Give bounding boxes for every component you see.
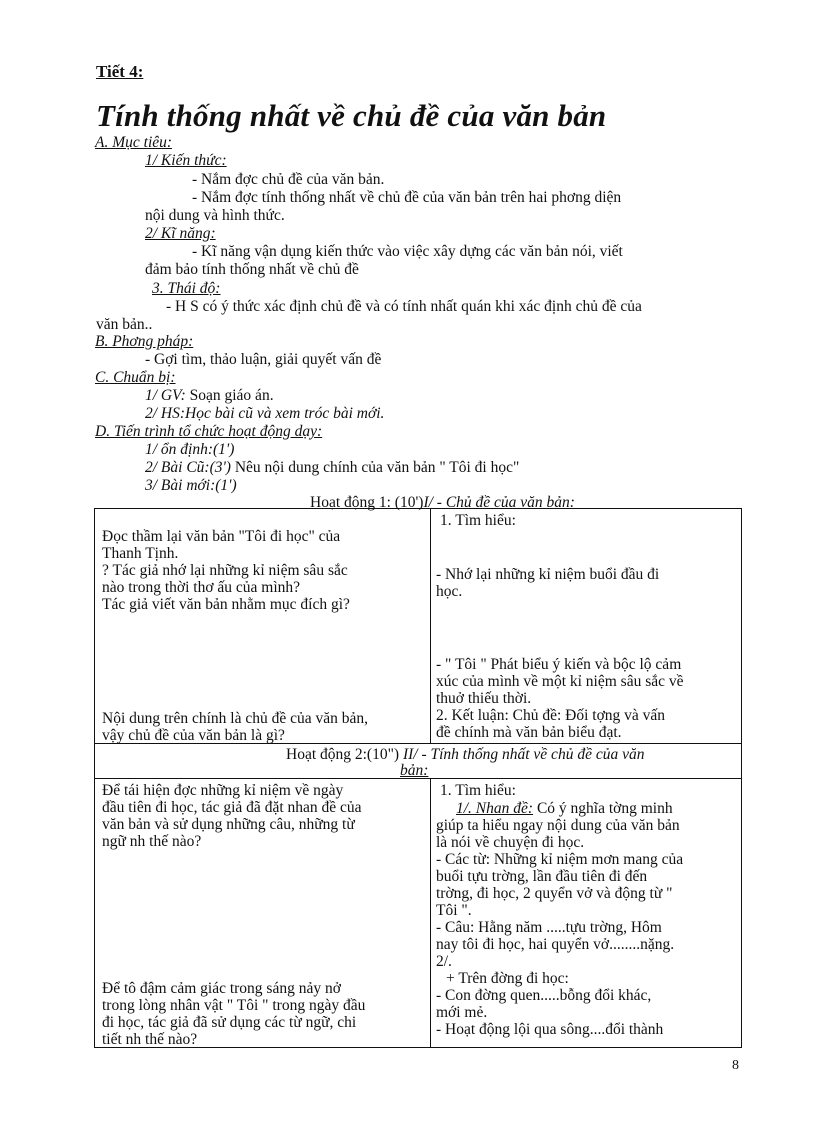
a2-right-line: + Trên đờng đi học: — [446, 970, 569, 987]
method-heading: B. Phơng pháp: — [95, 333, 194, 350]
a2-left-line: Để tái hiện đợc những kỉ niệm về ngày — [102, 782, 344, 799]
activity-1-question-2 — [102, 710, 368, 744]
step-2-label: 2/ Bài Cũ:(3') — [145, 459, 231, 476]
attitude-line-1b: văn bản.. — [96, 316, 153, 333]
page-number: 8 — [732, 1058, 739, 1073]
a2-right-line: mới mẻ. — [436, 1004, 488, 1021]
activity-1-answer-2 — [436, 656, 684, 741]
step-2-text: Nêu nội dung chính của văn bản " Tôi đi học" — [234, 459, 520, 476]
a2-right-line: nay tôi đi học, hai quyển vở........nặng. — [436, 936, 675, 953]
a1-left-line: nào trong thời thơ ấu của mình? — [102, 579, 301, 596]
title-sub-label: 1/. Nhan đề: — [456, 800, 534, 817]
knowledge-line-2: - Nắm đợc tính thống nhất về chủ đề của văn bản trên hai phơng diện — [192, 189, 622, 206]
knowledge-line-1: - Nắm đợc chủ đề của văn bản. — [192, 171, 385, 188]
activity-2-header-italic-2: bản: — [400, 762, 429, 779]
a2-right-line: - Câu: Hằng năm .....tựu trờng, Hôm — [436, 919, 662, 936]
method-text: - Gợi tìm, thảo luận, giải quyết vấn đề — [145, 351, 382, 368]
a2-right-line: - Con đờng quen.....bỗng đổi khác, — [436, 987, 652, 1004]
a1-right-line: 2. Kết luận: Chủ đề: Đối tợng và vấn — [436, 707, 666, 724]
a2-right-line: trờng, đi học, 2 quyển vở và động từ " — [436, 885, 673, 902]
a2-left-line: đầu tiên đi học, tác giả đã đặt nhan đề của — [102, 799, 362, 816]
a2-right-line: giúp ta hiểu ngay nội dung của văn bản — [436, 817, 680, 834]
procedure-step-3: 3/ Bài mới:(1') — [145, 477, 237, 494]
activity-1-header-italic: I/ - Chủ đề của văn bản: — [423, 494, 575, 511]
activity-1-answer-heading: 1. Tìm hiểu: — [440, 512, 516, 529]
a2-left-line: đi học, tác giả đã sử dụng các từ ngữ, chi — [102, 1014, 357, 1031]
a2-right-text: Có ý nghĩa tờng minh — [536, 800, 673, 817]
activity-2-header-plain: Hoạt động 2:(10") — [286, 746, 400, 763]
objectives-heading: A. Mục tiêu: — [95, 134, 173, 151]
a1-right-line: xúc của mình về một kỉ niệm sâu sắc về — [436, 673, 684, 690]
a1-left-line: ? Tác giả nhớ lại những kỉ niệm sâu sắc — [102, 562, 348, 579]
skills-line-1b: đảm bảo tính thống nhất về chủ đề — [145, 261, 359, 278]
a2-left-line: văn bản và sử dụng những câu, những từ — [102, 816, 355, 833]
skills-heading: 2/ Kĩ năng: — [145, 225, 216, 242]
a1-right-line: học. — [436, 583, 463, 600]
activity-2-header-italic: II/ - Tính thống nhất về chủ đề của văn — [402, 746, 645, 763]
teacher-label: 1/ GV: — [145, 387, 186, 404]
activity-1-answer-1 — [436, 566, 659, 600]
activity-2-question-1 — [102, 782, 362, 850]
attitude-heading: 3. Thái độ: — [152, 280, 221, 297]
activity-2-question-2 — [102, 980, 365, 1048]
a1-right-line: - " Tôi " Phát biểu ý kiến và bộc lộ cảm — [436, 656, 682, 673]
a2-right-line: Tôi ". — [436, 902, 472, 919]
knowledge-heading: 1/ Kiến thức: — [145, 152, 227, 169]
activity-1-header-plain: Hoạt động 1: (10') — [310, 494, 424, 511]
a2-left-line: ngữ nh thế nào? — [102, 833, 202, 850]
lesson-title: Tính thống nhất về chủ đề của văn bản — [96, 98, 607, 133]
activity-2-answers — [436, 800, 683, 1038]
lesson-period: Tiết 4: — [96, 62, 144, 81]
activity-1-question-1 — [102, 528, 350, 613]
a2-left-line: tiết nh thế nào? — [102, 1031, 198, 1048]
a1-left-line: Thanh Tịnh. — [102, 545, 179, 562]
a1-right-line: thuở thiếu thời. — [436, 690, 532, 707]
a2-right-line: 2/. — [436, 953, 452, 970]
teacher-preparation — [145, 387, 274, 405]
procedure-step-2 — [145, 459, 519, 477]
a1-right-line: đề chính mà văn bản biểu đạt. — [436, 724, 622, 741]
activity-2-answer-heading: 1. Tìm hiểu: — [440, 782, 516, 799]
activity-1-column-divider — [430, 509, 431, 743]
activity-2-column-divider — [430, 779, 431, 1047]
skills-line-1: - Kĩ năng vận dụng kiến thức vào việc xây dựng các văn bản nói, viết — [192, 243, 623, 260]
a1-left-line: vậy chủ đề của văn bản là gì? — [102, 727, 285, 744]
a1-left-line: Tác giả viết văn bản nhằm mục đích gì? — [102, 596, 350, 613]
teacher-text: Soạn giáo án. — [189, 387, 274, 404]
a2-left-line: trong lòng nhân vật " Tôi " trong ngày đầu — [102, 997, 366, 1014]
procedure-heading: D. Tiến trình tổ chức hoạt động dạy: — [95, 423, 323, 440]
a1-right-line: - Nhớ lại những kỉ niệm buổi đầu đi — [436, 566, 660, 583]
preparation-heading: C. Chuẩn bị: — [95, 369, 176, 386]
a2-right-line: là nói về chuyện đi học. — [436, 834, 585, 851]
a1-left-line: Đọc thầm lại văn bản "Tôi đi học" của — [102, 528, 341, 545]
a1-left-line: Nội dung trên chính là chủ đề của văn bản, — [102, 710, 368, 727]
knowledge-line-2b: nội dung và hình thức. — [145, 207, 285, 224]
activity-2-header — [286, 746, 644, 764]
a2-left-line: Để tô đậm cảm giác trong sáng nảy nở — [102, 980, 341, 997]
a2-right-first-line — [436, 800, 683, 817]
student-preparation: 2/ HS:Học bài cũ và xem tróc bài mới. — [145, 405, 385, 422]
a2-right-line: - Hoạt động lội qua sông....đổi thành — [436, 1021, 664, 1038]
procedure-step-1: 1/ ổn định:(1') — [145, 441, 235, 458]
a2-right-line: buổi tựu trờng, lần đầu tiên đi đến — [436, 868, 648, 885]
attitude-line-1: - H S có ý thức xác định chủ đề và có tính nhất quán khi xác định chủ đề của — [166, 298, 642, 315]
a2-right-line: - Các từ: Những kỉ niệm mơn mang của — [436, 851, 684, 868]
